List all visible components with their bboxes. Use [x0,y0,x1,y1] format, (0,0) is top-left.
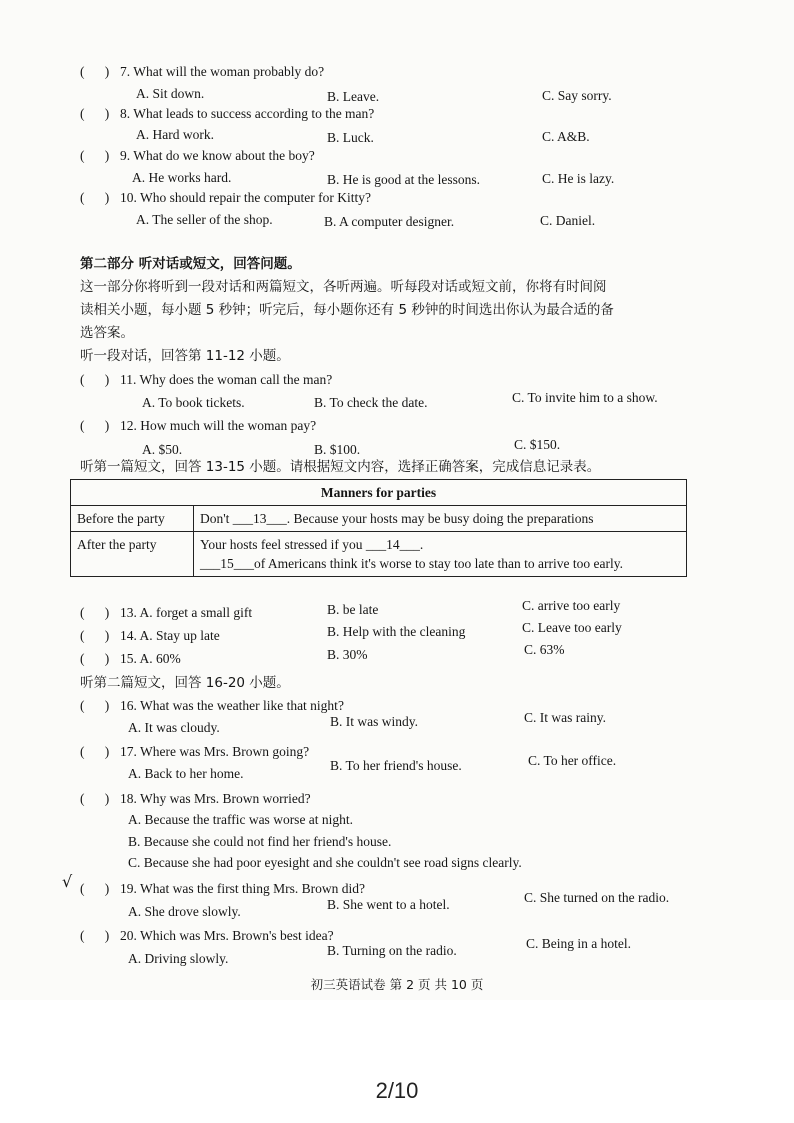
option-a: A. To book tickets. [142,395,245,410]
passage2-intro: 听第二篇短文，回答 16-20 小题。 [80,675,290,691]
manners-table [70,479,687,577]
tick-mark: √ [62,872,73,891]
question-13: ( ) 13. A. forget a small gift [80,605,253,620]
option-a: A. The seller of the shop. [136,212,273,227]
answer-blank[interactable]: ( ) [80,190,110,205]
option-c: C. arrive too early [522,598,621,613]
answer-blank[interactable]: ( ) [80,698,110,713]
question-8: ( ) 8. What leads to success according to the man? [80,106,375,121]
answer-blank[interactable]: ( ) [80,106,110,121]
option-b: B. 30% [327,647,368,662]
option-b: B. To check the date. [314,395,428,410]
option-b: B. He is good at the lessons. [327,172,480,187]
question-20: ( ) 20. Which was Mrs. Brown's best idea? [80,928,334,943]
option-b: B. Leave. [327,89,380,104]
option-a: A. Because the traffic was worse at night. [128,812,354,827]
table-title: Manners for parties [71,480,687,506]
option-a: A. $50. [142,442,183,457]
option-c: C. Being in a hotel. [526,936,631,951]
after-party-cell [194,532,687,577]
answer-blank[interactable]: ( ) [80,881,110,896]
before-party-label: Before the party [71,506,194,532]
option-c: C. A&B. [542,129,590,144]
option-c: C. He is lazy. [542,171,615,186]
question-17: ( ) 17. Where was Mrs. Brown going? [80,744,310,759]
question-14: ( ) 14. A. Stay up late [80,628,220,643]
option-c: C. To her office. [528,753,617,768]
page-indicator: 2/10 [375,1078,419,1103]
instruction-line-1: 这一部分你将听到一段对话和两篇短文，各听两遍。听每段对话或短文前，你将有时间阅 [80,279,607,295]
answer-blank[interactable]: ( ) [80,64,110,79]
option-b: B. It was windy. [330,714,418,729]
option-a: A. He works hard. [132,170,232,185]
option-c: C. It was rainy. [524,710,606,725]
answer-blank[interactable]: ( ) [80,148,110,163]
question-15: ( ) 15. A. 60% [80,651,181,666]
after-party-label: After the party [71,532,194,577]
option-b: B. To her friend's house. [330,758,462,773]
option-c: C. $150. [514,437,561,452]
option-b: B. Luck. [327,130,374,145]
option-a: A. Hard work. [136,127,214,142]
answer-blank[interactable]: ( ) [80,651,110,666]
after-party-line-1: Your hosts feel stressed if you ___14___. [200,537,424,552]
option-b: B. Help with the cleaning [327,624,466,639]
answer-blank[interactable]: ( ) [80,628,110,643]
answer-blank[interactable]: ( ) [80,605,110,620]
instruction-line-2: 读相关小题，每小题 5 秒钟；听完后，每小题你还有 5 秒钟的时间选出你认为最合适的备 [80,302,614,318]
instruction-line-3: 选答案。 [80,325,134,341]
option-a: A. Sit down. [136,86,205,101]
option-b: B. A computer designer. [324,214,455,229]
option-c: C. To invite him to a show. [512,390,658,405]
page-footer: 初三英语试卷 第 2 页 共 10 页 [310,977,484,992]
option-c: C. She turned on the radio. [524,890,670,905]
question-11: ( ) 11. Why does the woman call the man? [80,372,333,387]
option-b: B. Because she could not find her friend's house. [128,834,392,849]
question-16: ( ) 16. What was the weather like that night? [80,698,344,713]
option-b: B. Turning on the radio. [327,943,457,958]
question-9: ( ) 9. What do we know about the boy? [80,148,315,163]
passage1-intro: 听第一篇短文，回答 13-15 小题。请根据短文内容，选择正确答案，完成信息记录表。 [80,459,601,475]
option-b: B. $100. [314,442,361,457]
option-a: A. It was cloudy. [128,720,220,735]
answer-blank[interactable]: ( ) [80,928,110,943]
option-a: A. She drove slowly. [128,904,241,919]
question-10: ( ) 10. Who should repair the computer for Kitty? [80,190,371,205]
question-12: ( ) 12. How much will the woman pay? [80,418,317,433]
dialog-intro: 听一段对话，回答第 11-12 小题。 [80,348,290,364]
before-party-text: Don't ___13___. Because your hosts may be busy doing the preparations [194,506,687,532]
option-a: A. Driving slowly. [128,951,229,966]
option-c: C. Say sorry. [542,88,612,103]
answer-blank[interactable]: ( ) [80,791,110,806]
option-c: C. Because she had poor eyesight and she couldn't see road signs clearly. [128,855,522,870]
option-b: B. be late [327,602,379,617]
answer-blank[interactable]: ( ) [80,372,110,387]
answer-blank[interactable]: ( ) [80,744,110,759]
after-party-line-2: ___15___of Americans think it's worse to stay too late than to arrive too early. [200,556,623,571]
option-c: C. Leave too early [522,620,622,635]
question-18: ( ) 18. Why was Mrs. Brown worried? [80,791,311,806]
question-19: ( ) 19. What was the first thing Mrs. Brown did? [80,881,365,896]
part2-heading: 第二部分 听对话或短文，回答问题。 [80,256,301,272]
option-a: A. Back to her home. [128,766,244,781]
question-7: ( ) 7. What will the woman probably do? [80,64,325,79]
option-c: C. 63% [524,642,565,657]
option-c: C. Daniel. [540,213,596,228]
answer-blank[interactable]: ( ) [80,418,110,433]
option-b: B. She went to a hotel. [327,897,450,912]
